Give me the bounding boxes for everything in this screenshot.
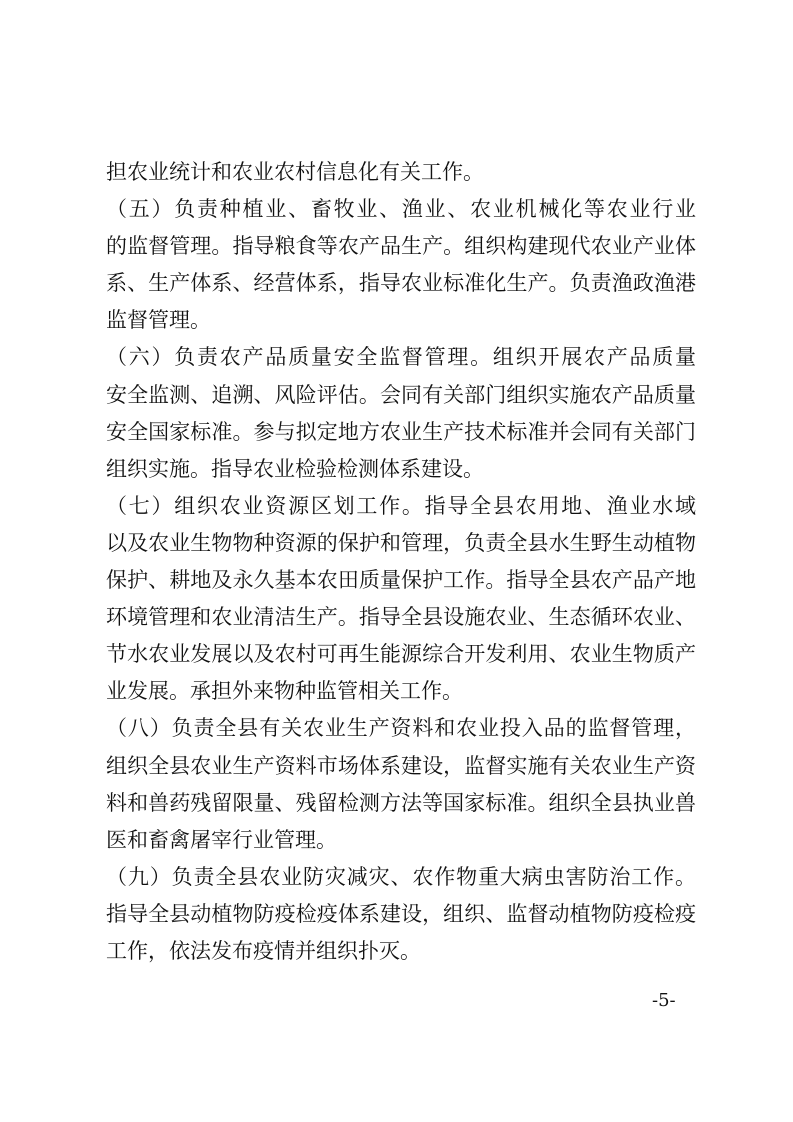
text-line: 安全国家标准。参与拟定地方农业生产技术标准并会同有关部门 <box>106 419 696 444</box>
text-line: 安全监测、追溯、风险评估。会同有关部门组织实施农产品质量 <box>106 382 696 407</box>
page-number: -5- <box>652 990 676 1011</box>
text-line: 工作，依法发布疫情并组织扑灭。 <box>106 938 421 963</box>
text-line: 环境管理和农业清洁生产。指导全县设施农业、生态循环农业、 <box>106 605 696 630</box>
text-line: （五）负责种植业、畜牧业、渔业、农业机械化等农业行业 <box>106 197 696 222</box>
text-line: 系、生产体系、经营体系，指导农业标准化生产。负责渔政渔港 <box>106 271 696 296</box>
text-line: 监督管理。 <box>106 308 211 333</box>
text-line: 保护、耕地及永久基本农田质量保护工作。指导全县农产品产地 <box>106 568 696 593</box>
text-line: 指导全县动植物防疫检疫体系建设，组织、监督动植物防疫检疫 <box>106 901 696 926</box>
text-line: （七）组织农业资源区划工作。指导全县农用地、渔业水域 <box>106 493 696 518</box>
text-line: 组织实施。指导农业检验检测体系建设。 <box>106 456 484 481</box>
text-line: 料和兽药残留限量、残留检测方法等国家标准。组织全县执业兽 <box>106 790 696 815</box>
text-line: （六）负责农产品质量安全监督管理。组织开展农产品质量 <box>106 345 696 370</box>
text-line: 节水农业发展以及农村可再生能源综合开发利用、农业生物质产 <box>106 642 696 667</box>
text-line: 担农业统计和农业农村信息化有关工作。 <box>106 160 484 184</box>
text-line: 的监督管理。指导粮食等农产品生产。组织构建现代农业产业体 <box>106 234 696 259</box>
text-line: 组织全县农业生产资料市场体系建设，监督实施有关农业生产资 <box>106 753 696 778</box>
body-text <box>106 154 696 970</box>
text-line: （九）负责全县农业防灾减灾、农作物重大病虫害防治工作。 <box>106 864 696 889</box>
text-line: 医和畜禽屠宰行业管理。 <box>106 827 337 852</box>
text-line: 业发展。承担外来物种监管相关工作。 <box>106 679 463 704</box>
text-line: 以及农业生物物种资源的保护和管理，负责全县水生野生动植物 <box>106 530 696 555</box>
text-line: （八）负责全县有关农业生产资料和农业投入品的监督管理， <box>106 716 696 741</box>
